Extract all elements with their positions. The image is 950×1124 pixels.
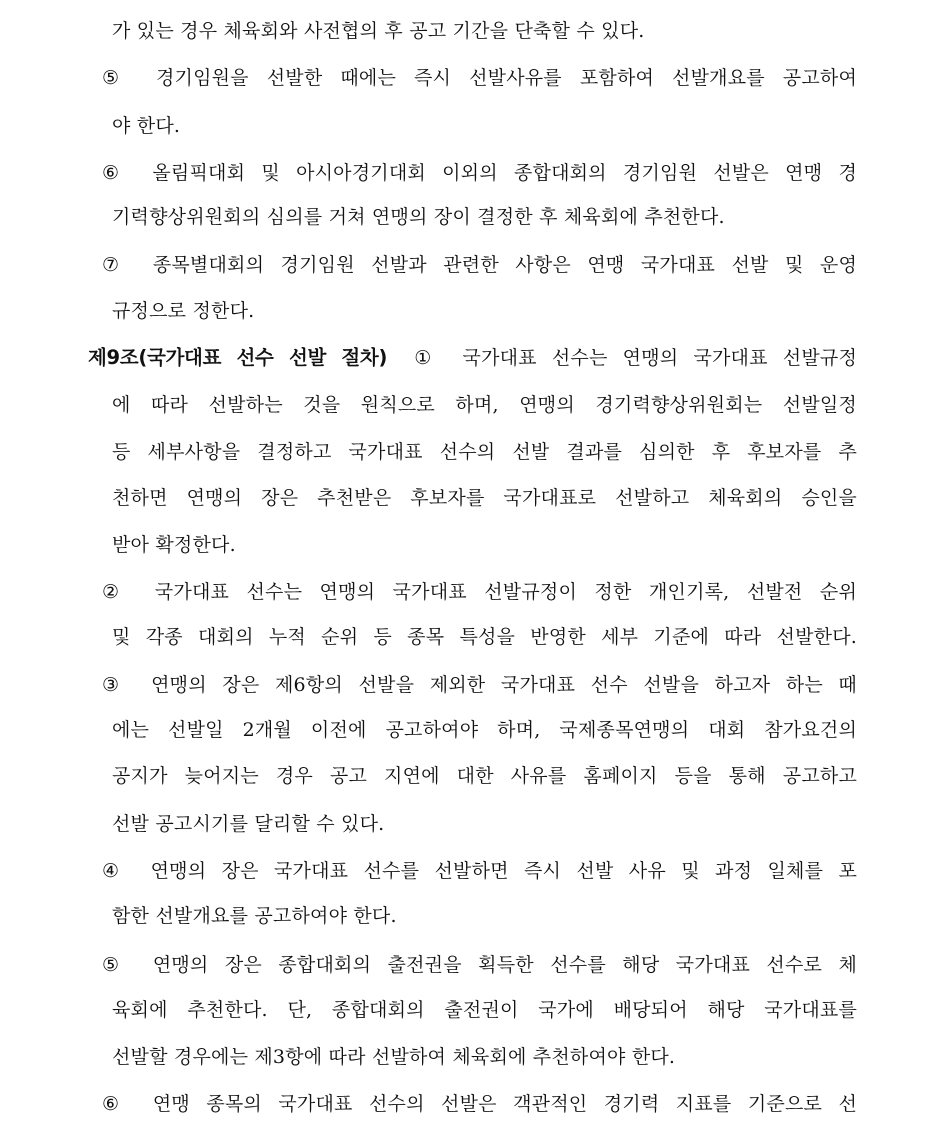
text-line xyxy=(112,625,857,651)
line-text: 선발 공고시기를 달리할 수 있다. xyxy=(112,813,385,835)
clause-number: ④ xyxy=(102,860,129,882)
clause-line xyxy=(102,66,857,92)
text-line xyxy=(112,299,857,325)
text-line xyxy=(112,718,857,744)
clause-number: ⑦ xyxy=(102,254,130,276)
text-line xyxy=(112,19,857,45)
text-line xyxy=(112,440,857,466)
line-text: 가 있는 경우 체육회와 사전협의 후 공고 기간을 단축할 수 있다. xyxy=(112,20,645,42)
text-line xyxy=(112,114,857,140)
line-text: 육회에 추천한다. 단, 종합대회의 출전권이 국가에 배당되어 해당 국가대표를 xyxy=(112,999,857,1021)
clause-number: ⑥ xyxy=(102,162,130,184)
clause-line xyxy=(102,580,857,606)
line-text: 연맹의 장은 국가대표 선수를 선발하면 즉시 선발 사유 및 과정 일체를 포 xyxy=(150,860,857,882)
line-text: 올림픽대회 및 아시아경기대회 이외의 종합대회의 경기임원 선발은 연맹 경 xyxy=(152,162,858,184)
clause-line xyxy=(102,161,857,187)
clause-line xyxy=(102,953,857,979)
line-text: 연맹의 장은 제6항의 선발을 제외한 국가대표 선수 선발을 하고자 하는 때 xyxy=(151,674,857,696)
clause-number: ③ xyxy=(102,674,129,696)
line-text: 종목별대회의 경기임원 선발과 관련한 사항은 연맹 국가대표 선발 및 운영 xyxy=(152,254,858,276)
line-text: 및 각종 대회의 누적 순위 등 종목 특성을 반영한 세부 기준에 따라 선발한다. xyxy=(112,626,857,648)
article-heading-line xyxy=(88,346,857,372)
clause-number: ⑤ xyxy=(102,67,131,89)
clause-number: ① xyxy=(414,347,441,369)
clause-line xyxy=(102,253,857,279)
clause-line xyxy=(102,1092,857,1118)
line-text: 규정으로 정한다. xyxy=(112,300,255,322)
line-text: 연맹 종목의 국가대표 선수의 선발은 객관적인 경기력 지표를 기준으로 선 xyxy=(152,1093,858,1115)
line-text: 받아 확정한다. xyxy=(112,534,236,556)
line-text: 경기임원을 선발한 때에는 즉시 선발사유를 포함하여 선발개요를 공고하여 xyxy=(155,67,857,89)
line-text: 선발할 경우에는 제3항에 따라 선발하여 체육회에 추천하여야 한다. xyxy=(112,1046,676,1068)
line-text: 야 한다. xyxy=(112,115,181,137)
line-text: 기력향상위원회의 심의를 거쳐 연맹의 장이 결정한 후 체육회에 추천한다. xyxy=(112,206,725,228)
clause-number: ⑤ xyxy=(102,954,130,976)
line-text: 등 세부사항을 결정하고 국가대표 선수의 선발 결과를 심의한 후 후보자를 추 xyxy=(112,441,857,463)
text-line xyxy=(112,1045,857,1071)
line-text: 연맹의 장은 종합대회의 출전권을 획득한 선수를 해당 국가대표 선수로 체 xyxy=(152,954,858,976)
line-text: 에 따라 선발하는 것을 원칙으로 하며, 연맹의 경기력향상위원회는 선발일정 xyxy=(112,394,857,416)
article-heading: 제9조(국가대표 선수 선발 절차) xyxy=(88,346,388,369)
text-line xyxy=(112,393,857,419)
text-line xyxy=(112,812,857,838)
clause-line xyxy=(102,673,857,699)
line-text: 공지가 늦어지는 경우 공고 지연에 대한 사유를 홈페이지 등을 통해 공고하고 xyxy=(112,765,857,787)
line-text: 함한 선발개요를 공고하여야 한다. xyxy=(112,905,397,927)
line-text: 천하면 연맹의 장은 추천받은 후보자를 국가대표로 선발하고 체육회의 승인을 xyxy=(112,487,857,509)
clause-number: ② xyxy=(102,581,131,603)
line-text: 국가대표 선수는 연맹의 국가대표 선발규정이 정한 개인기록, 선발전 순위 xyxy=(154,581,858,603)
clause-line xyxy=(102,859,857,885)
text-line xyxy=(112,998,857,1024)
text-line xyxy=(112,205,857,231)
text-line xyxy=(112,764,857,790)
clause-number: ⑥ xyxy=(102,1093,130,1115)
line-text: 에는 선발일 2개월 이전에 공고하여야 하며, 국제종목연맹의 대회 참가요건의 xyxy=(112,719,857,741)
text-line xyxy=(112,486,857,512)
line-text: 국가대표 선수는 연맹의 국가대표 선발규정 xyxy=(462,347,858,369)
text-line xyxy=(112,533,857,559)
text-line xyxy=(112,904,857,930)
